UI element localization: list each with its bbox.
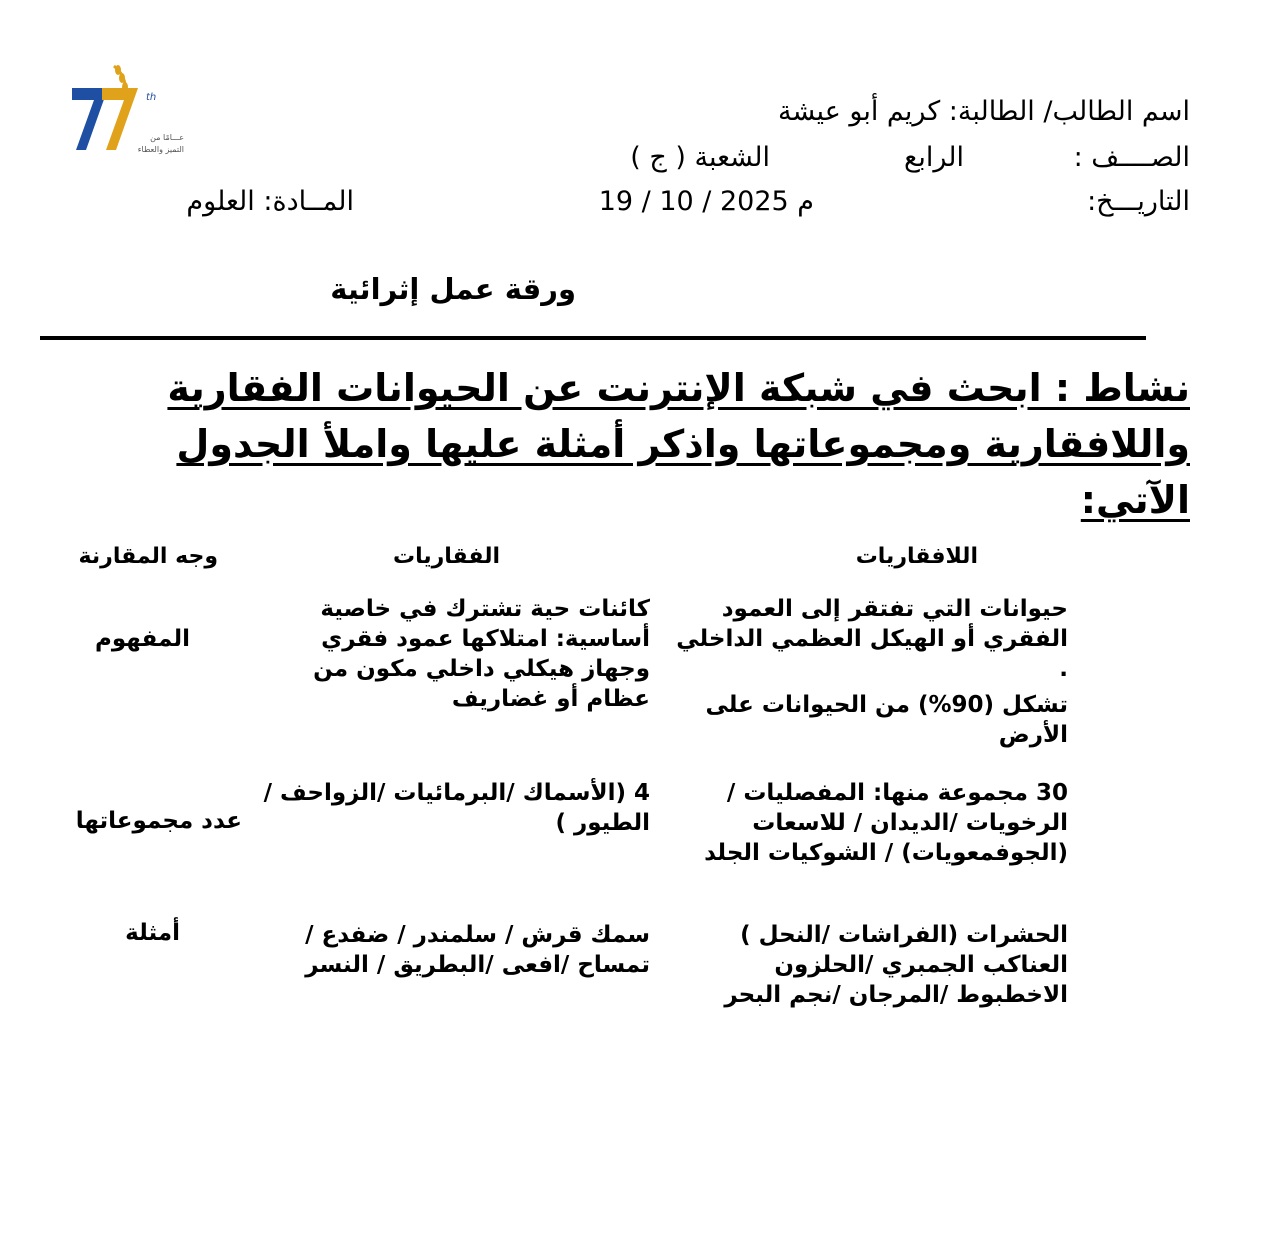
cell-vertebrates-groups: 4 (الأسماك /البرمائيات /الزواحف / الطيور ) (263, 780, 650, 836)
student-name-line: اسم الطالب/ الطالبة: كريم أبو عيشة (777, 96, 1190, 127)
school-logo (62, 60, 192, 160)
header-aspect: وجه المقارنة (78, 544, 218, 569)
cell-invertebrates-concept: حيوانات التي تفتقر إلى العمود الفقري أو الهيكل العظمي الداخلي . (676, 596, 1068, 682)
class-label: الصــــف : (1073, 142, 1190, 173)
svg-text:التميز والعطاء: التميز والعطاء (137, 145, 184, 154)
activity-instructions: نشاط : ابحث في شبكة الإنترنت عن الحيوانات الفقارية واللافقارية ومجموعاتها واذكر أمثلة عليها واملأ الجدول الآتي: (167, 366, 1190, 522)
date-value: م 2025 / 10 / 19 (598, 186, 814, 217)
row-label-examples: أمثلة (125, 920, 180, 946)
divider (40, 336, 1146, 340)
row-label-groups: عدد مجموعاتها (75, 808, 242, 834)
cell-vertebrates-examples: سمك قرش / سلمندر / ضفدع / تمساح /افعى /البطريق / النسر (305, 922, 650, 978)
svg-text:عـــامًا من: عـــامًا من (150, 133, 184, 142)
header-vertebrates: الفقاريات (392, 544, 500, 569)
header-invertebrates: اللافقاريات (855, 544, 978, 569)
cell-invertebrates-note: تشكل (90%) من الحيوانات على الأرض (705, 692, 1068, 748)
cell-invertebrates-groups: 30 مجموعة منها: المفصليات /الرخويات /الديدان / للاسعات (الجوفمعويات) / الشوكيات الجلد (704, 780, 1068, 866)
cell-invertebrates-examples: الحشرات (الفراشات /النحل ) العناكب الجمبري /الحلزون الاخطبوط /المرجان /نجم البحر (724, 922, 1068, 1008)
date-label: التاريـــخ: (1087, 186, 1190, 217)
svg-text:th: th (146, 92, 157, 103)
cell-vertebrates-concept: كائنات حية تشترك في خاصية أساسية: امتلاكها عمود فقري وجهاز هيكلي داخلي مكون من عظام أو غضاريف (313, 596, 650, 712)
row-label-concept: المفهوم (95, 626, 190, 652)
class-value: الرابع (903, 142, 964, 173)
section-line: الشعبة ( ج ) (630, 142, 770, 173)
worksheet-title: ورقة عمل إثرائية (330, 272, 576, 306)
subject-line: المــادة: العلوم (186, 186, 354, 217)
logo-77-icon (62, 60, 192, 160)
